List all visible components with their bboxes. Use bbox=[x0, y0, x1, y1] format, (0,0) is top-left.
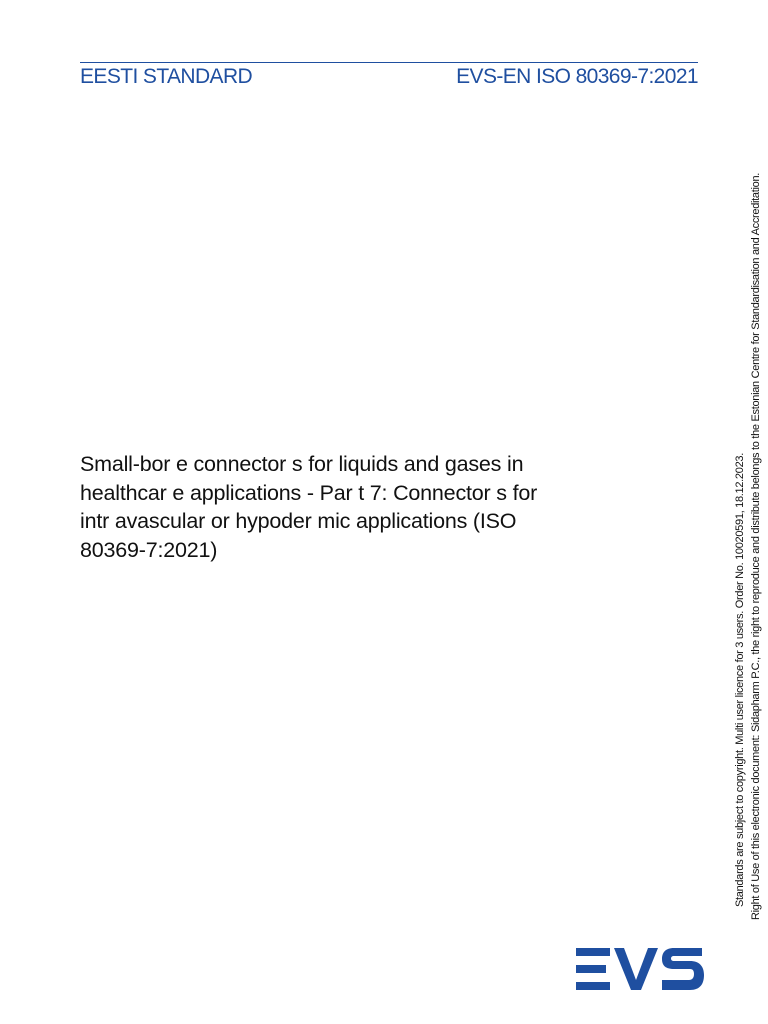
title-line: Small-bor e connector s for liquids and gases in bbox=[80, 452, 524, 476]
copyright-line-2: Right of Use of this electronic document: Sidapharm P.C., the right to reproduce and distribute belongs to the Estonian Centre for Standardisation and Accreditation. bbox=[750, 172, 762, 920]
title-line: healthcar e applications - Par t 7: Connector s for bbox=[80, 480, 538, 505]
title-line: 80369-7:2021) bbox=[80, 537, 218, 562]
document-title bbox=[80, 450, 640, 564]
title-line: intr avascular or hypoder mic applications (ISO bbox=[80, 509, 517, 533]
document-header bbox=[80, 62, 698, 93]
copyright-notice bbox=[732, 100, 764, 920]
evs-logo bbox=[574, 944, 706, 994]
copyright-line-1: Standards are subject to copyright. Multi user licence for 3 users. Order No. 10020591, 18.12.2023. bbox=[734, 453, 746, 907]
standard-number: EVS-EN ISO 80369-7:2021 bbox=[456, 65, 698, 88]
standard-type-label: EESTI STANDARD bbox=[80, 65, 253, 88]
